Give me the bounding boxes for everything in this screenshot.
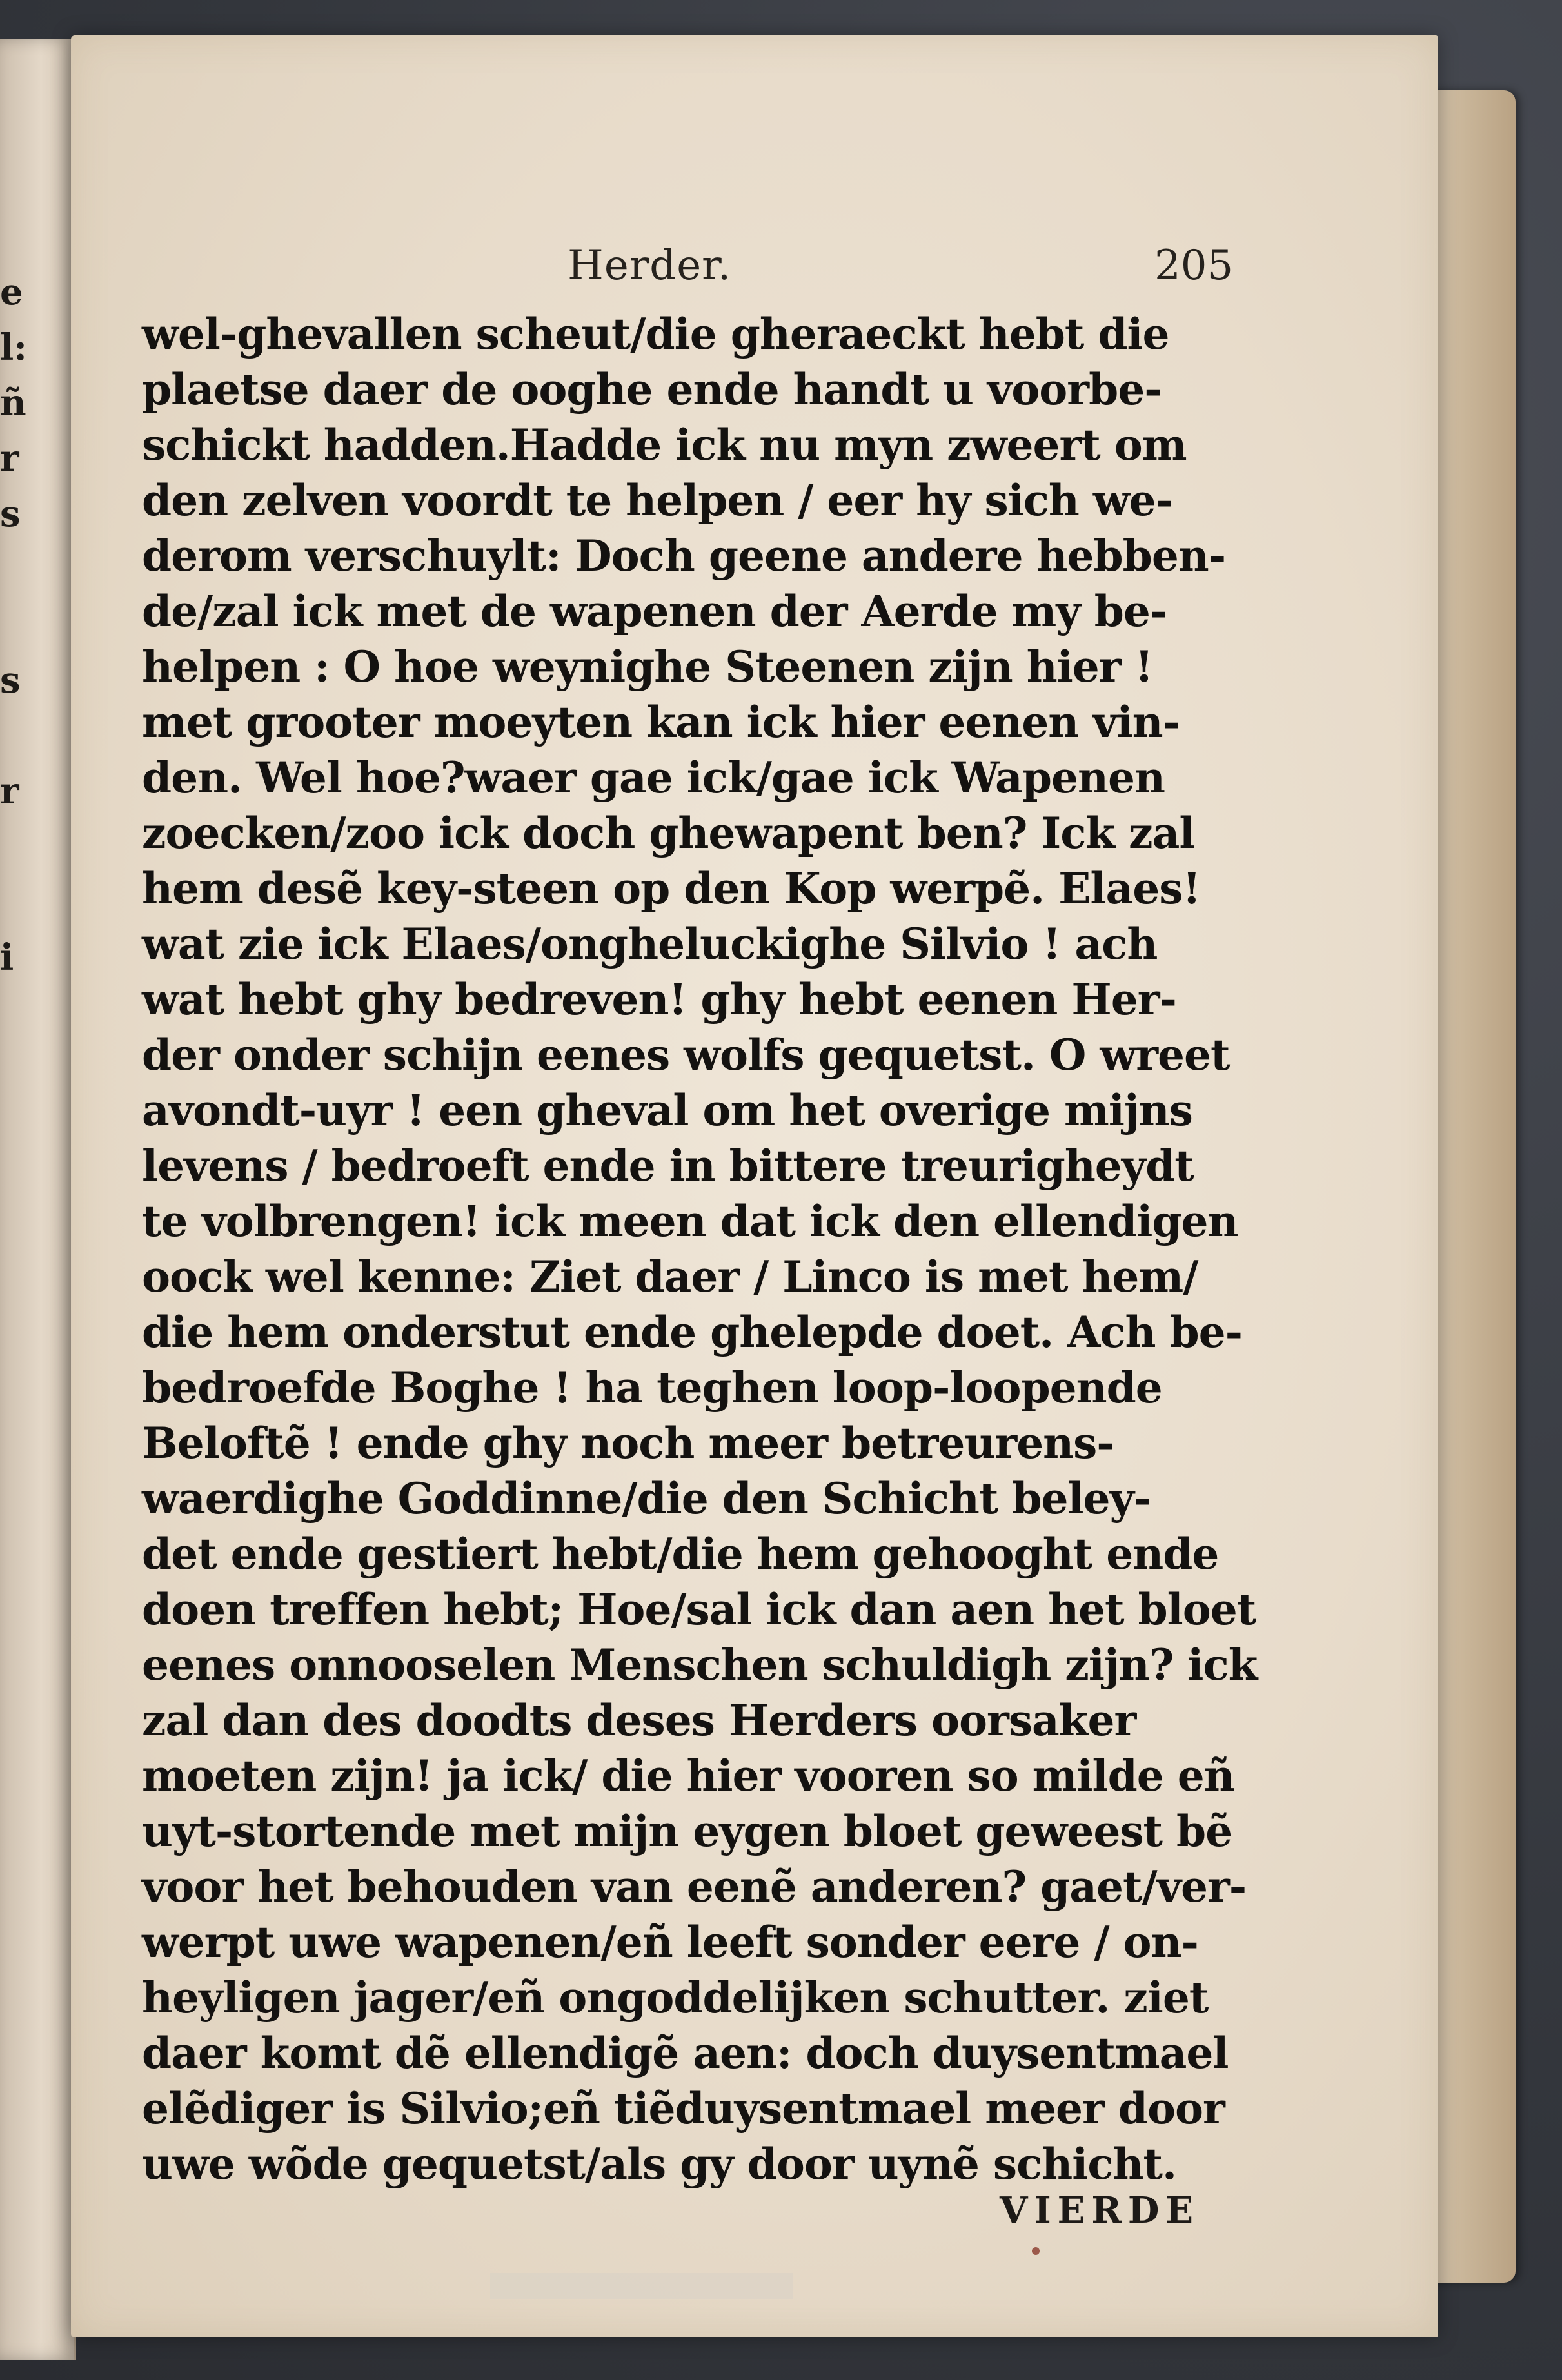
catchword: VIERDE xyxy=(1000,2189,1200,2232)
text-line: uwe wõde gequetst/als gy door uynẽ schicht. xyxy=(142,2139,1176,2189)
left-page-char: r xyxy=(0,770,19,812)
text-line: uyt-stortende met mijn eygen bloet geweest bẽ xyxy=(142,1806,1232,1856)
text-line: de/zal ick met de wapenen der Aerde my be- xyxy=(142,586,1167,636)
left-page-char: s xyxy=(0,493,21,535)
left-page-char: l: xyxy=(0,326,27,369)
text-line: hem desẽ key-steen op den Kop werpẽ. Elaes! xyxy=(142,863,1201,914)
page-number: 205 xyxy=(1154,242,1234,290)
left-page-char: i xyxy=(0,936,14,979)
text-line: eenes onnooselen Menschen schuldigh zijn? ick xyxy=(142,1640,1258,1690)
text-line: moeten zijn! ja ick/ die hier vooren so milde eñ xyxy=(142,1751,1234,1801)
text-line: Beloftẽ ! ende ghy noch meer betreurens- xyxy=(142,1418,1114,1468)
text-line: helpen : O hoe weynighe Steenen zijn hier ! xyxy=(142,642,1153,692)
text-line: wel-ghevallen scheut/die gheraeckt hebt die xyxy=(142,309,1169,359)
text-line: oock wel kenne: Ziet daer / Linco is met hem/ xyxy=(142,1252,1198,1302)
text-line: wat hebt ghy bedreven! ghy hebt eenen Her- xyxy=(142,974,1176,1025)
text-line: werpt uwe wapenen/eñ leeft sonder eere / on- xyxy=(142,1917,1198,1967)
text-line: det ende gestiert hebt/die hem gehooght ende xyxy=(142,1529,1219,1579)
text-line: schickt hadden.Hadde ick nu myn zweert om xyxy=(142,420,1187,470)
text-line: doen treffen hebt; Hoe/sal ick dan aen het bloet xyxy=(142,1584,1256,1635)
text-line: levens / bedroeft ende in bittere treurigheydt xyxy=(142,1141,1194,1191)
text-line: avondt-uyr ! een gheval om het overige mijns xyxy=(142,1085,1192,1136)
text-line: derom verschuylt: Doch geene andere hebben- xyxy=(142,531,1226,581)
text-line: die hem onderstut ende ghelepde doet. Ach be- xyxy=(142,1307,1243,1357)
left-page-char: s xyxy=(0,659,21,702)
text-line: bedroefde Boghe ! ha teghen loop-loopende xyxy=(142,1362,1162,1413)
page-header xyxy=(71,242,1438,313)
text-line: heyligen jager/eñ ongoddelijken schutter. ziet xyxy=(142,1972,1209,2023)
running-head: Herder. xyxy=(568,242,732,290)
left-page-char: r xyxy=(0,437,19,480)
text-line: den zelven voordt te helpen / eer hy sich we- xyxy=(142,475,1173,526)
text-line: wat zie ick Elaes/ongheluckighe Silvio ! ach xyxy=(142,919,1158,969)
text-line: voor het behouden van eenẽ anderen? gaet/ver- xyxy=(142,1862,1247,1912)
scan-strip xyxy=(490,2273,793,2299)
body-text xyxy=(142,306,1341,2192)
text-line: plaetse daer de ooghe ende handt u voorbe- xyxy=(142,364,1162,415)
text-line: met grooter moeyten kan ick hier eenen vin- xyxy=(142,697,1180,747)
text-line: te volbrengen! ick meen dat ick den ellendigen xyxy=(142,1196,1238,1246)
left-page-edge xyxy=(0,39,76,2360)
ink-spot xyxy=(1032,2247,1040,2255)
text-line: der onder schijn eenes wolfs gequetst. O wreet xyxy=(142,1030,1230,1080)
left-page-char: e xyxy=(0,271,23,313)
text-line: zal dan des doodts deses Herders oorsaker xyxy=(142,1695,1136,1746)
text-line: zoecken/zoo ick doch ghewapent ben? Ick zal xyxy=(142,808,1195,858)
left-page-char: ñ xyxy=(0,382,26,424)
text-line: den. Wel hoe?waer gae ick/gae ick Wapenen xyxy=(142,752,1165,803)
right-page xyxy=(71,35,1438,2337)
text-line: elẽdiger is Silvio;eñ tiẽduysentmael meer door xyxy=(142,2083,1225,2134)
text-line: daer komt dẽ ellendigẽ aen: doch duysentmael xyxy=(142,2028,1229,2078)
text-line: waerdighe Goddinne/die den Schicht beley- xyxy=(142,1473,1151,1524)
